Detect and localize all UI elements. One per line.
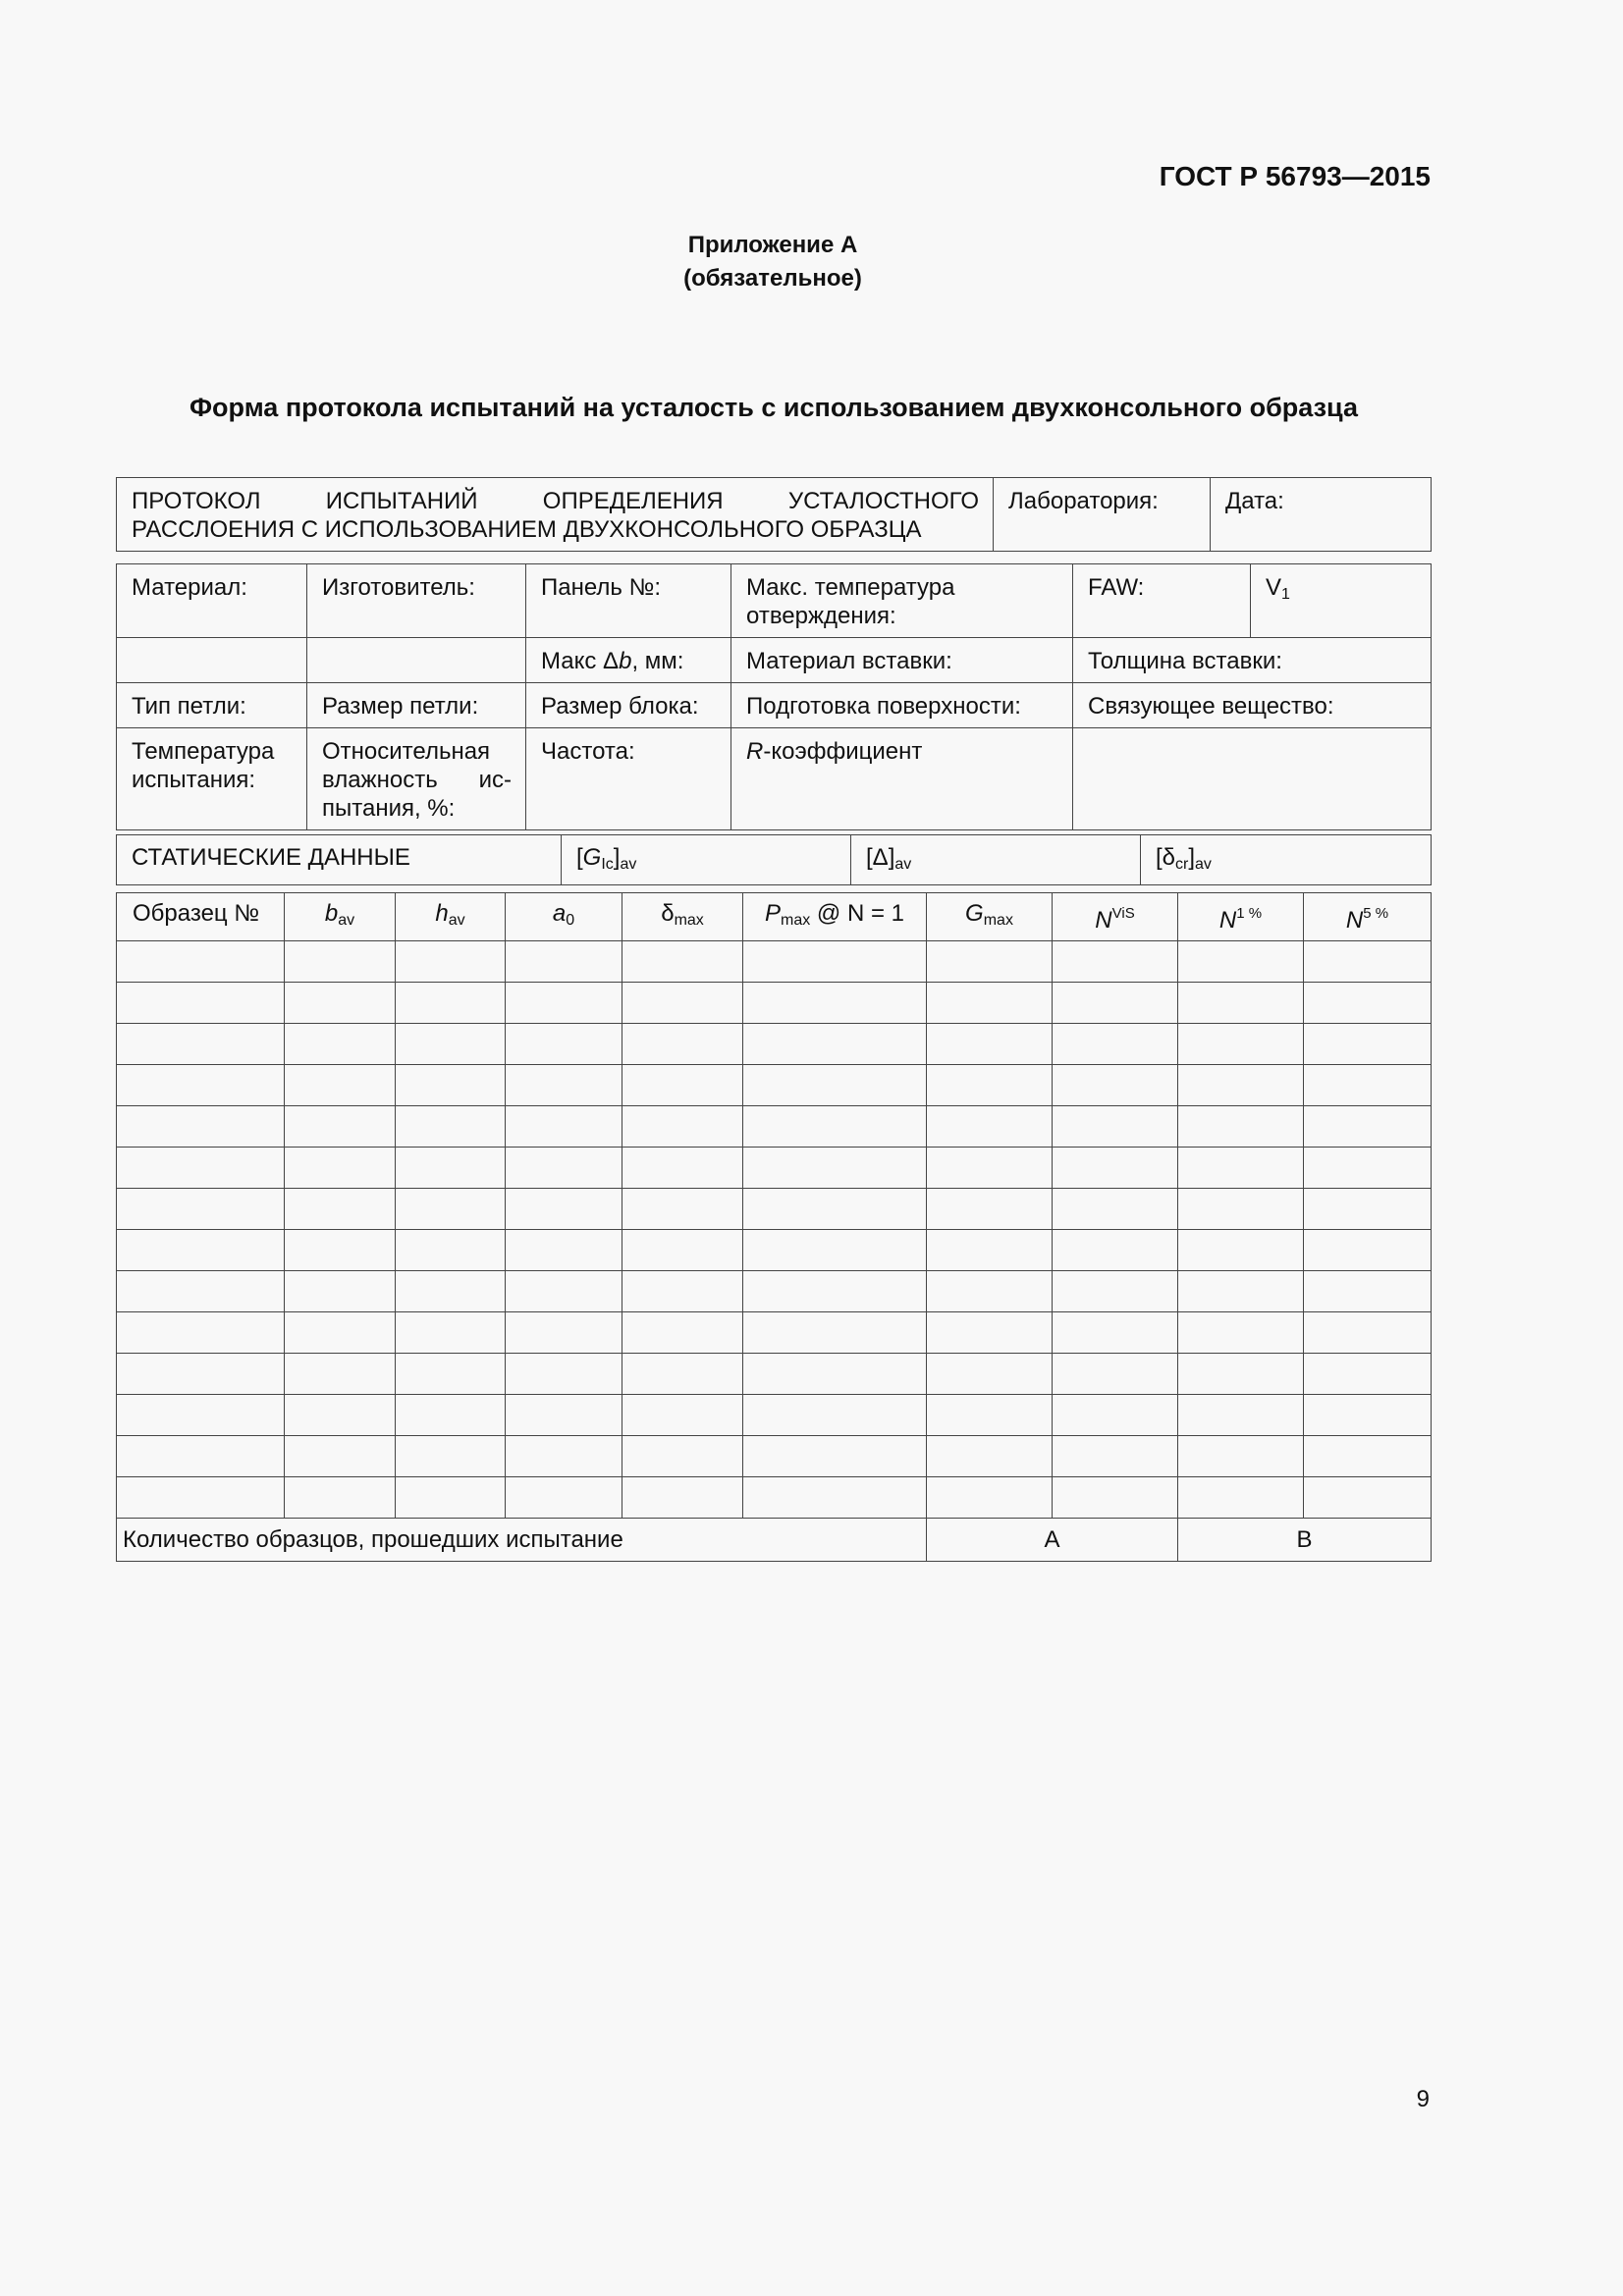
table-cell[interactable] xyxy=(1178,1477,1304,1519)
table-cell[interactable] xyxy=(743,1271,927,1312)
col-a0 xyxy=(506,893,622,941)
table-cell[interactable] xyxy=(117,1106,285,1148)
specimen-info-table xyxy=(116,563,1432,830)
table-cell[interactable] xyxy=(285,1312,396,1354)
table-cell[interactable] xyxy=(285,983,396,1024)
table-cell[interactable] xyxy=(743,1395,927,1436)
table-cell[interactable] xyxy=(622,983,743,1024)
table-cell[interactable] xyxy=(1178,983,1304,1024)
dcr-open: [δ xyxy=(1156,844,1176,871)
results-table xyxy=(116,892,1432,1562)
r-var: R xyxy=(746,738,764,765)
table-cell[interactable] xyxy=(927,1395,1053,1436)
table-row xyxy=(117,1065,1432,1106)
table-cell[interactable] xyxy=(117,1230,285,1271)
table-cell[interactable] xyxy=(743,1148,927,1189)
table-cell[interactable] xyxy=(1178,1271,1304,1312)
table-cell[interactable] xyxy=(117,1312,285,1354)
table-cell[interactable] xyxy=(622,1271,743,1312)
empty-cell[interactable] xyxy=(117,638,307,683)
table-cell[interactable] xyxy=(285,1395,396,1436)
gic-sub-av: av xyxy=(620,856,637,873)
table-cell[interactable] xyxy=(1304,1477,1432,1519)
table-cell[interactable] xyxy=(622,1436,743,1477)
gic-sub: Ic xyxy=(601,856,614,873)
table-cell[interactable] xyxy=(1304,1312,1432,1354)
insert-material-label: Материал вставки: xyxy=(746,648,952,674)
a-sub: 0 xyxy=(566,912,575,929)
table-cell[interactable] xyxy=(1304,941,1432,983)
footer-b-label: В xyxy=(1296,1526,1313,1553)
col-n-1pct xyxy=(1178,893,1304,941)
table-cell[interactable] xyxy=(117,1148,285,1189)
table-cell[interactable] xyxy=(506,1477,622,1519)
table-cell[interactable] xyxy=(1053,1189,1178,1230)
g-var: G xyxy=(965,900,984,927)
table-cell[interactable] xyxy=(743,1189,927,1230)
gic-var: G xyxy=(582,844,602,871)
table-cell[interactable] xyxy=(927,1354,1053,1395)
table-cell[interactable] xyxy=(622,1395,743,1436)
passed-count-b[interactable] xyxy=(1178,1519,1432,1562)
col-n-5pct xyxy=(1304,893,1432,941)
table-cell[interactable] xyxy=(743,1477,927,1519)
max-db-prefix: Макс Δ xyxy=(541,648,620,674)
table-cell[interactable] xyxy=(622,1189,743,1230)
table-cell[interactable] xyxy=(117,1436,285,1477)
table-cell[interactable] xyxy=(285,1106,396,1148)
table-row xyxy=(117,1106,1432,1148)
max-db-field[interactable] xyxy=(526,638,731,683)
table-cell[interactable] xyxy=(117,1024,285,1065)
table-cell[interactable] xyxy=(622,1024,743,1065)
hinge-type-label: Тип петли: xyxy=(132,693,246,720)
g-sub: max xyxy=(983,912,1013,929)
nvis-sup: ViS xyxy=(1111,905,1135,922)
protocol-title-line2: РАССЛОЕНИЯ С ИСПОЛЬЗОВАНИЕМ ДВУХКОНСОЛЬНОГО ОБРАЗЦА xyxy=(132,516,922,543)
table-cell[interactable] xyxy=(927,1106,1053,1148)
table-cell[interactable] xyxy=(396,1106,506,1148)
table-cell[interactable] xyxy=(1304,1271,1432,1312)
r-suffix: -коэффициент xyxy=(763,738,923,765)
table-cell[interactable] xyxy=(285,941,396,983)
table-cell[interactable] xyxy=(285,1477,396,1519)
table-cell[interactable] xyxy=(743,1106,927,1148)
protocol-title xyxy=(117,478,994,552)
hinge-size-field[interactable] xyxy=(307,683,526,728)
block-size-field[interactable] xyxy=(526,683,731,728)
table-cell[interactable] xyxy=(1178,1065,1304,1106)
p-suffix: @ N = 1 xyxy=(810,900,904,927)
table-cell[interactable] xyxy=(285,1148,396,1189)
table-cell[interactable] xyxy=(743,1312,927,1354)
table-cell[interactable] xyxy=(1053,1024,1178,1065)
table-cell[interactable] xyxy=(927,941,1053,983)
table-cell[interactable] xyxy=(622,1106,743,1148)
surface-prep-label: Подготовка поверхности: xyxy=(746,693,1021,720)
table-cell[interactable] xyxy=(1178,1395,1304,1436)
table-cell[interactable] xyxy=(1304,1230,1432,1271)
table-cell[interactable] xyxy=(506,941,622,983)
dcr-sub-av: av xyxy=(1195,856,1212,873)
protocol-title-line1: ПРОТОКОЛ ИСПЫТАНИЙ ОПРЕДЕЛЕНИЯ УСТАЛОСТНОГО xyxy=(132,488,979,514)
table-cell[interactable] xyxy=(743,941,927,983)
hinge-size-label: Размер петли: xyxy=(322,693,479,720)
table-cell[interactable] xyxy=(396,1477,506,1519)
table-cell[interactable] xyxy=(396,1271,506,1312)
table-row xyxy=(117,1312,1432,1354)
dcr-close: ] xyxy=(1188,844,1196,871)
table-cell[interactable] xyxy=(1053,1106,1178,1148)
table-cell[interactable] xyxy=(506,1312,622,1354)
table-cell[interactable] xyxy=(1053,1230,1178,1271)
table-cell[interactable] xyxy=(1053,1395,1178,1436)
table-cell[interactable] xyxy=(743,1354,927,1395)
date-label: Дата: xyxy=(1225,488,1284,514)
table-row xyxy=(117,1395,1432,1436)
b-sub: av xyxy=(338,912,355,929)
table-cell[interactable] xyxy=(506,1106,622,1148)
document-code: ГОСТ Р 56793—2015 xyxy=(1159,161,1431,191)
block-size-label: Размер блока: xyxy=(541,693,699,720)
table-cell[interactable] xyxy=(927,1436,1053,1477)
gic-close: ] xyxy=(613,844,621,871)
table-cell[interactable] xyxy=(1178,1230,1304,1271)
delta-field[interactable] xyxy=(851,835,1141,885)
n5-var: N xyxy=(1345,907,1364,934)
table-cell[interactable] xyxy=(396,983,506,1024)
delta-label: [Δ] xyxy=(866,844,895,871)
col-n-vis xyxy=(1053,893,1178,941)
v-subscript: 1 xyxy=(1281,586,1290,603)
table-row xyxy=(117,1148,1432,1189)
table-cell[interactable] xyxy=(927,1024,1053,1065)
table-cell[interactable] xyxy=(285,1354,396,1395)
table-cell[interactable] xyxy=(622,1354,743,1395)
table-cell[interactable] xyxy=(506,1065,622,1106)
insert-thickness-label: Толщина вставки: xyxy=(1088,648,1282,674)
table-cell[interactable] xyxy=(1178,1354,1304,1395)
table-cell[interactable] xyxy=(622,941,743,983)
table-cell[interactable] xyxy=(396,1189,506,1230)
table-row xyxy=(117,1271,1432,1312)
table-cell[interactable] xyxy=(396,1312,506,1354)
table-cell[interactable] xyxy=(285,1230,396,1271)
table-cell[interactable] xyxy=(743,1436,927,1477)
table-cell[interactable] xyxy=(1053,1148,1178,1189)
table-row xyxy=(117,1354,1432,1395)
page-number: 9 xyxy=(1416,2086,1430,2112)
protocol-header-table xyxy=(116,477,1432,552)
footer-a-label: А xyxy=(1044,1526,1060,1553)
table-cell[interactable] xyxy=(1053,1065,1178,1106)
col-p-max xyxy=(743,893,927,941)
table-cell[interactable] xyxy=(506,1024,622,1065)
binder-label: Связующее вещество: xyxy=(1088,693,1334,720)
table-cell[interactable] xyxy=(396,1230,506,1271)
material-field[interactable] xyxy=(117,564,307,638)
passed-count-label: Количество образцов, прошедших испытание xyxy=(117,1519,927,1562)
table-cell[interactable] xyxy=(1178,1148,1304,1189)
table-cell[interactable] xyxy=(622,1230,743,1271)
b-var: b xyxy=(324,900,339,927)
table-cell[interactable] xyxy=(117,1065,285,1106)
table-cell[interactable] xyxy=(1304,1354,1432,1395)
delta-sub: av xyxy=(894,856,912,873)
table-cell[interactable] xyxy=(1178,1436,1304,1477)
v1-field[interactable] xyxy=(1251,564,1432,638)
table-cell[interactable] xyxy=(506,983,622,1024)
hinge-type-field[interactable] xyxy=(117,683,307,728)
table-cell[interactable] xyxy=(622,1065,743,1106)
nvis-var: N xyxy=(1095,907,1112,934)
table-cell[interactable] xyxy=(1178,1189,1304,1230)
table-cell[interactable] xyxy=(396,1024,506,1065)
results-body xyxy=(117,941,1432,1519)
table-cell[interactable] xyxy=(1304,1395,1432,1436)
table-cell[interactable] xyxy=(117,1189,285,1230)
table-cell[interactable] xyxy=(117,983,285,1024)
table-row xyxy=(117,1024,1432,1065)
table-cell[interactable] xyxy=(117,1477,285,1519)
dcr-sub: cr xyxy=(1175,856,1189,873)
lab-label: Лаборатория: xyxy=(1008,488,1159,514)
table-row xyxy=(117,1477,1432,1519)
col-delta-max xyxy=(622,893,743,941)
faw-field[interactable] xyxy=(1073,564,1251,638)
table-cell[interactable] xyxy=(743,983,927,1024)
table-cell[interactable] xyxy=(927,1477,1053,1519)
test-temp-field[interactable] xyxy=(117,728,307,830)
passed-count-a[interactable] xyxy=(927,1519,1178,1562)
static-data-table xyxy=(116,834,1432,885)
table-cell[interactable] xyxy=(1304,983,1432,1024)
table-cell[interactable] xyxy=(396,1436,506,1477)
table-cell[interactable] xyxy=(1053,1312,1178,1354)
table-cell[interactable] xyxy=(396,1065,506,1106)
table-cell[interactable] xyxy=(1053,983,1178,1024)
table-cell[interactable] xyxy=(927,1189,1053,1230)
material-label: Материал: xyxy=(132,574,247,601)
table-cell[interactable] xyxy=(117,941,285,983)
form-title: Форма протокола испытаний на усталость с использованием двухконсольного образца xyxy=(189,393,1358,422)
p-sub: max xyxy=(781,912,811,929)
h-var: h xyxy=(435,900,449,927)
table-cell[interactable] xyxy=(506,1354,622,1395)
table-row xyxy=(117,1230,1432,1271)
table-cell[interactable] xyxy=(1178,941,1304,983)
table-cell[interactable] xyxy=(117,1354,285,1395)
table-cell[interactable] xyxy=(117,1271,285,1312)
table-cell[interactable] xyxy=(743,1024,927,1065)
surface-prep-field[interactable] xyxy=(731,683,1073,728)
col-sample-no: Образец № xyxy=(117,893,285,941)
n1-var: N xyxy=(1218,907,1237,934)
humidity-label: Относительная влажность ис-пытания, %: xyxy=(322,738,512,822)
faw-label: FAW: xyxy=(1088,574,1145,601)
delta-max-sub: max xyxy=(674,912,704,929)
delta-var: δ xyxy=(661,900,675,927)
table-cell[interactable] xyxy=(622,1148,743,1189)
table-cell[interactable] xyxy=(1178,1312,1304,1354)
table-cell[interactable] xyxy=(1304,1106,1432,1148)
table-cell[interactable] xyxy=(1178,1106,1304,1148)
appendix-note: (обязательное) xyxy=(683,265,862,292)
insert-thickness-field[interactable] xyxy=(1073,638,1432,683)
table-cell[interactable] xyxy=(396,941,506,983)
table-cell[interactable] xyxy=(622,1477,743,1519)
table-cell[interactable] xyxy=(622,1312,743,1354)
p-var: P xyxy=(765,900,782,927)
table-cell[interactable] xyxy=(927,1148,1053,1189)
table-cell[interactable] xyxy=(396,1354,506,1395)
table-cell[interactable] xyxy=(1053,941,1178,983)
table-cell[interactable] xyxy=(285,1189,396,1230)
table-cell[interactable] xyxy=(285,1271,396,1312)
col-g-max xyxy=(927,893,1053,941)
table-cell[interactable] xyxy=(927,983,1053,1024)
table-cell[interactable] xyxy=(396,1395,506,1436)
table-cell[interactable] xyxy=(396,1148,506,1189)
col-b-av xyxy=(285,893,396,941)
table-cell[interactable] xyxy=(285,1024,396,1065)
panel-field[interactable] xyxy=(526,564,731,638)
manufacturer-field[interactable] xyxy=(307,564,526,638)
table-cell[interactable] xyxy=(506,1271,622,1312)
max-db-var: b xyxy=(619,648,632,674)
r-ratio-field[interactable] xyxy=(731,728,1073,830)
table-cell[interactable] xyxy=(927,1230,1053,1271)
table-cell[interactable] xyxy=(927,1312,1053,1354)
a-var: a xyxy=(552,900,567,927)
humidity-field[interactable] xyxy=(307,728,526,830)
table-cell[interactable] xyxy=(927,1065,1053,1106)
appendix-heading xyxy=(0,229,1545,295)
table-cell[interactable] xyxy=(1053,1271,1178,1312)
table-cell[interactable] xyxy=(1053,1354,1178,1395)
panel-label: Панель №: xyxy=(541,574,661,601)
table-cell[interactable] xyxy=(1304,1024,1432,1065)
table-cell[interactable] xyxy=(1178,1024,1304,1065)
static-data-label: СТАТИЧЕСКИЕ ДАННЫЕ xyxy=(117,835,562,885)
table-cell[interactable] xyxy=(1304,1436,1432,1477)
h-sub: av xyxy=(448,912,465,929)
dcr-field[interactable] xyxy=(1141,835,1432,885)
manufacturer-label: Изготовитель: xyxy=(322,574,475,601)
table-cell[interactable] xyxy=(743,1065,927,1106)
table-row xyxy=(117,1189,1432,1230)
table-cell[interactable] xyxy=(1304,1065,1432,1106)
max-db-suffix: , мм: xyxy=(631,648,684,674)
table-cell[interactable] xyxy=(506,1436,622,1477)
table-cell[interactable] xyxy=(1053,1436,1178,1477)
max-cure-temp-field[interactable] xyxy=(731,564,1073,638)
table-cell[interactable] xyxy=(927,1271,1053,1312)
table-cell[interactable] xyxy=(1304,1189,1432,1230)
frequency-field[interactable] xyxy=(526,728,731,830)
max-cure-temp-label: Макс. температура отверждения: xyxy=(746,574,955,629)
date-field[interactable] xyxy=(1211,478,1432,552)
table-cell[interactable] xyxy=(506,1189,622,1230)
table-cell[interactable] xyxy=(743,1230,927,1271)
empty-cell[interactable] xyxy=(1073,728,1432,830)
insert-material-field[interactable] xyxy=(731,638,1073,683)
appendix-title: Приложение А xyxy=(687,232,858,258)
frequency-label: Частота: xyxy=(541,738,635,765)
table-row xyxy=(117,983,1432,1024)
binder-field[interactable] xyxy=(1073,683,1432,728)
n1-sup: 1 % xyxy=(1236,905,1263,922)
gic-field[interactable] xyxy=(562,835,851,885)
table-cell[interactable] xyxy=(1053,1477,1178,1519)
table-cell[interactable] xyxy=(117,1395,285,1436)
test-temp-label: Температура испытания: xyxy=(132,738,275,793)
table-cell[interactable] xyxy=(1304,1148,1432,1189)
table-row xyxy=(117,941,1432,983)
lab-field[interactable] xyxy=(994,478,1211,552)
empty-cell[interactable] xyxy=(307,638,526,683)
table-row xyxy=(117,1436,1432,1477)
gic-open: [ xyxy=(576,844,583,871)
col-h-av xyxy=(396,893,506,941)
table-cell[interactable] xyxy=(506,1230,622,1271)
table-cell[interactable] xyxy=(506,1395,622,1436)
table-cell[interactable] xyxy=(285,1065,396,1106)
n5-sup: 5 % xyxy=(1363,905,1389,922)
v-label: V xyxy=(1266,574,1282,601)
table-cell[interactable] xyxy=(506,1148,622,1189)
table-cell[interactable] xyxy=(285,1436,396,1477)
